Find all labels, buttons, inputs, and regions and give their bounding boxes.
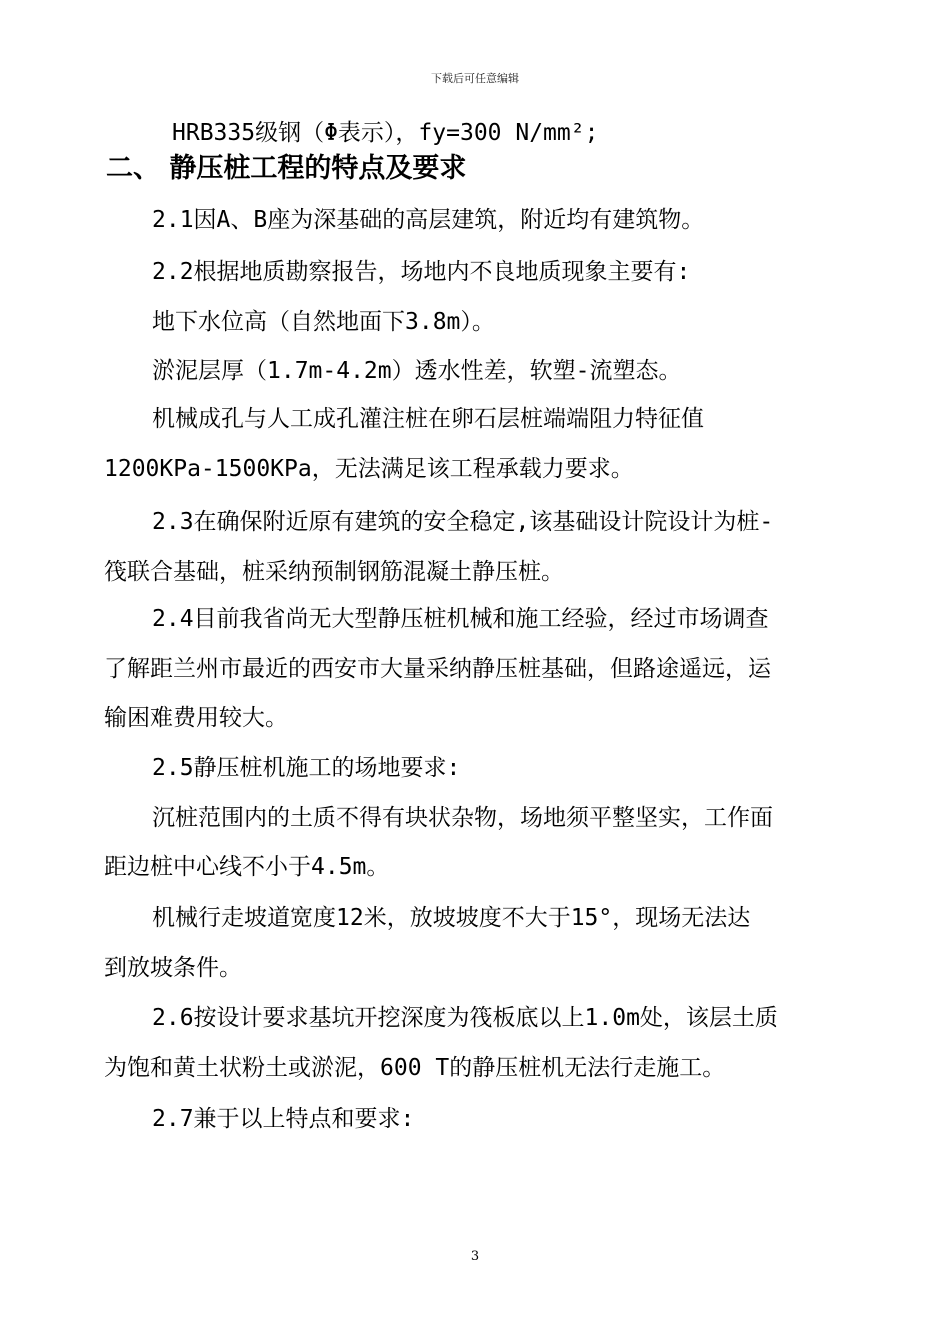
paragraph-2-2-resistance-line2: 1200KPa-1500KPa，无法满足该工程承载力要求。 — [104, 456, 634, 482]
paragraph-2-3-line1: 2.3在确保附近原有建筑的安全稳定,该基础设计院设计为桩- — [152, 509, 774, 535]
paragraph-2-5-slope-line2: 到放坡条件。 — [104, 955, 242, 981]
paragraph-2-3-line2: 筏联合基础，桩采纳预制钢筋混凝土静压桩。 — [104, 559, 564, 585]
paragraph-2-5-soil-line1: 沉桩范围内的土质不得有块状杂物，场地须平整坚实，工作面 — [152, 805, 773, 831]
paragraph-2-2-silt: 淤泥层厚（1.7m-4.2m）透水性差，软塑-流塑态。 — [152, 358, 682, 384]
page-number: 3 — [470, 1249, 480, 1264]
page-header: 下载后可任意编辑 — [431, 72, 519, 85]
paragraph-2-5: 2.5静压桩机施工的场地要求: — [152, 755, 461, 781]
paragraph-2-2: 2.2根据地质勘察报告，场地内不良地质现象主要有: — [152, 259, 691, 285]
paragraph-2-4-line2: 了解距兰州市最近的西安市大量采纳静压桩基础，但路途遥远，运 — [104, 656, 771, 682]
paragraph-2-6-line2: 为饱和黄土状粉土或淤泥，600 T的静压桩机无法行走施工。 — [104, 1055, 726, 1081]
paragraph-2-7: 2.7兼于以上特点和要求: — [152, 1106, 415, 1132]
paragraph-2-2-groundwater: 地下水位高（自然地面下3.8m）。 — [152, 309, 495, 335]
section-heading: 二、 静压桩工程的特点及要求 — [106, 153, 467, 184]
steel-grade-line: HRB335级钢（Φ表示），fy=300 N/mm²; — [172, 120, 599, 146]
paragraph-2-1: 2.1因A、B座为深基础的高层建筑，附近均有建筑物。 — [152, 207, 705, 233]
paragraph-2-5-slope-line1: 机械行走坡道宽度12米，放坡坡度不大于15°，现场无法达 — [152, 905, 751, 931]
paragraph-2-6-line1: 2.6按设计要求基坑开挖深度为筏板底以上1.0m处，该层土质 — [152, 1005, 778, 1031]
paragraph-2-2-resistance-line1: 机械成孔与人工成孔灌注桩在卵石层桩端端阻力特征值 — [152, 406, 704, 432]
paragraph-2-4-line3: 输困难费用较大。 — [104, 705, 288, 731]
paragraph-2-4-line1: 2.4目前我省尚无大型静压桩机械和施工经验，经过市场调查 — [152, 606, 769, 632]
paragraph-2-5-soil-line2: 距边桩中心线不小于4.5m。 — [104, 854, 390, 880]
